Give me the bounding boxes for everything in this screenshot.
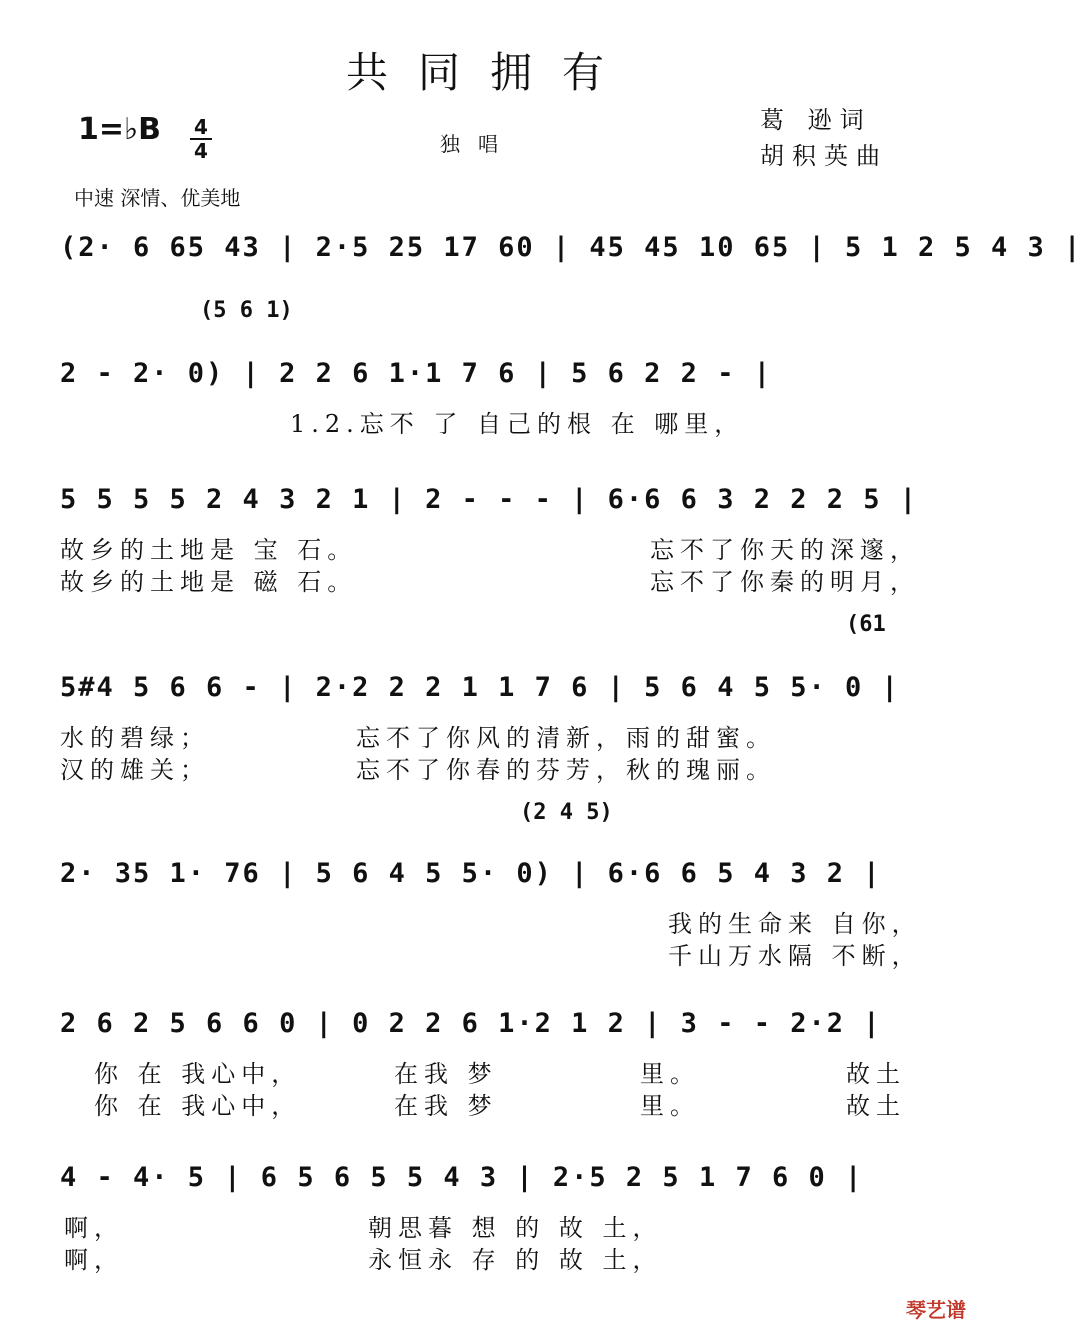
notation-row-1: (2· 6 65 43 | 2·5 25 17 60 | 45 45 10 65 | 5 1 2 5 4 3 | [60,232,1082,263]
lyric-line: 1.2.忘不 了 自己的根 在 哪里， [290,410,745,438]
notation-row-7: 4 - 4· 5 | 6 5 6 5 5 4 3 | 2·5 2 5 1 7 6 0 | [60,1162,864,1193]
notation-row-5: 2· 35 1· 76 | 5 6 4 5 5· 0) | 6·6 6 5 4 3 2 | [60,858,882,889]
lyric-line: 忘不了你天的深邃， [650,536,920,564]
lyric-line: 里。 [640,1060,700,1088]
lyricist-credit: 葛 逊词 [760,106,872,134]
lyric-line: 我的生命来 自你， [668,910,922,938]
lyric-line: 故土 [846,1060,906,1088]
lyric-line: 故土 [846,1092,906,1120]
lyric-line: 千山万水隔 不断， [668,942,922,970]
lyric-line: 忘不了你风的清新，雨的甜蜜。 [356,724,776,752]
lyric-line: 你 在 我心中， [94,1060,302,1088]
watermark-logo: 琴艺谱 [906,1298,966,1322]
lyric-line: 忘不了你春的芬芳，秋的瑰丽。 [356,756,776,784]
lyric-line: 故乡的土地是 宝 石。 [60,536,358,564]
meter-top: 4 [194,115,208,139]
lyric-line: 在我 梦 [394,1092,498,1120]
lyric-line: 永恒永 存 的 故 土， [368,1246,663,1274]
time-signature [190,116,212,162]
alt-notes-3: (2 4 5) [520,800,613,825]
lyric-line: 你 在 我心中， [94,1092,302,1120]
lyric-line: 故乡的土地是 磁 石。 [60,568,358,596]
lyric-line: 啊， [64,1214,124,1242]
song-title: 共同拥有 [345,48,634,97]
notation-row-2: 2 - 2· 0) | 2 2 6 1·1 7 6 | 5 6 2 2 - | [60,358,772,389]
lyric-line: 里。 [640,1092,700,1120]
lyric-line: 在我 梦 [394,1060,498,1088]
lyric-line: 忘不了你秦的明月， [650,568,920,596]
notation-row-4: 5#4 5 6 6 - | 2·2 2 2 1 1 7 6 | 5 6 4 5 5· 0 | [60,672,900,703]
tempo-marking: 中速 深情、优美地 [74,186,241,210]
lyric-line: 啊， [64,1246,124,1274]
key-signature: 1=♭B [78,112,162,147]
composer-credit: 胡积英曲 [760,142,888,170]
meter-bottom: 4 [194,139,208,163]
lyric-line: 汉的雄关； [60,756,210,784]
lyric-line: 朝思暮 想 的 故 土， [368,1214,663,1242]
notation-row-3: 5 5 5 5 2 4 3 2 1 | 2 - - - | 6·6 6 3 2 2 2 5 | [60,484,919,515]
notation-row-6: 2 6 2 5 6 6 0 | 0 2 2 6 1·2 1 2 | 3 - - 2·2 | [60,1008,882,1039]
alt-notes-1: (5 6 1) [200,298,293,323]
alt-notes-2: (61 [846,612,886,637]
lyric-line: 水的碧绿； [60,724,210,752]
performance-type: 独唱 [440,132,516,156]
